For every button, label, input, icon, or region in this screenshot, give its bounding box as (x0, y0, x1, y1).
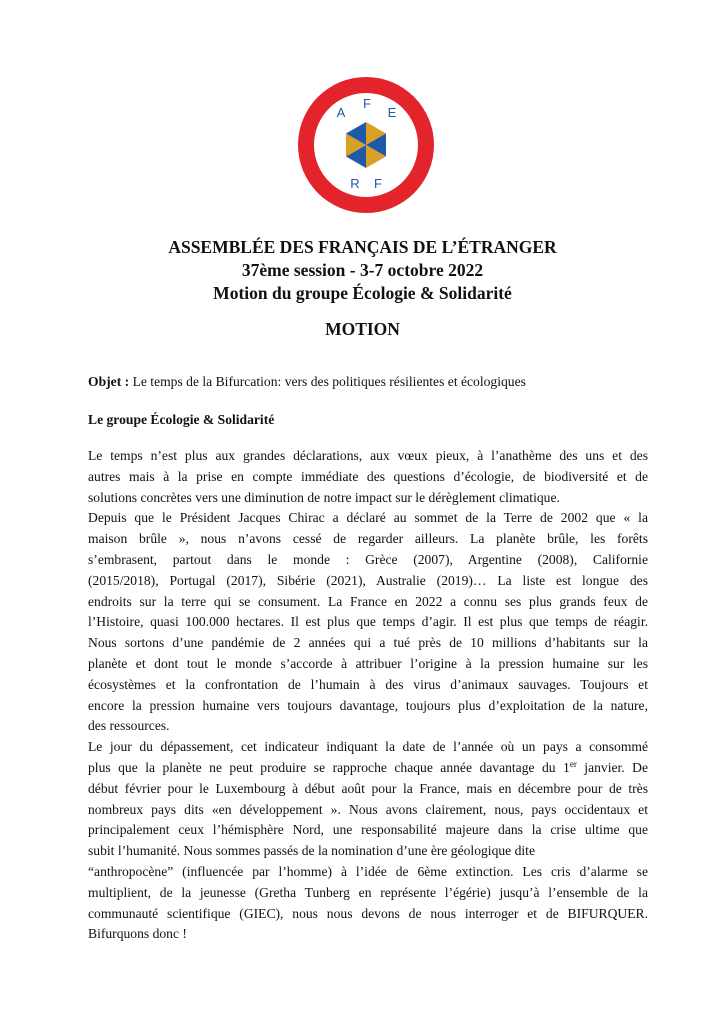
body-line: nombreux pays dits «en développement ». Nous avons clairement, nous, pays occidentaux et (88, 801, 648, 817)
body-line: encore la pression humaine vers toujours davantage, toujours plus d’exploitation de la nature, (88, 697, 648, 713)
motion-heading: MOTION (325, 319, 400, 339)
objet-label: Objet : (88, 374, 130, 389)
objet-line (88, 372, 668, 392)
body-line: Le jour du dépassement, cet indicateur indiquant la date de l’année où un pays a consommé (88, 739, 648, 755)
body-line: communauté scientifique (GIEC), nous nous devons de nous interroger et de BIFURQUER. (88, 905, 648, 921)
body-line: écosystèmes et la confrontation de l’humain à des virus d’animaux sauvages. Toujours et (88, 676, 648, 692)
assembly-title: ASSEMBLÉE DES FRANÇAIS DE L’ÉTRANGER (168, 237, 557, 257)
logo-letter-f: F (363, 96, 371, 111)
group-motion-subtitle: Motion du groupe Écologie & Solidarité (213, 283, 512, 303)
body-line: multiplient, de la jeunesse (Gretha Tunberg en représente l’égérie) jusqu’à l’ensemble de la (88, 884, 648, 900)
logo-letter-a: A (336, 105, 346, 120)
group-title: Le groupe Écologie & Solidarité (88, 412, 275, 427)
body-line: principalement ceux l’hémisphère Nord, une responsabilité majeure dans la crise ultime que (88, 822, 648, 838)
body-line: Bifurquons donc ! (88, 926, 187, 942)
body-line: début février pour le Luxembourg à début août pour la France, mais en décembre pour de très (88, 780, 648, 796)
objet-text: Le temps de la Bifurcation: vers des politiques résilientes et écologiques (132, 374, 526, 389)
body-line: l’Histoire, quasi 100.000 hectares. Il est plus que temps d’agir. Il est plus que temps de réagir. (88, 614, 648, 630)
body-line: solutions concrètes vers une diminution de notre impact sur le dérèglement climatique. (88, 489, 560, 505)
superscript-er: er (569, 758, 577, 769)
afe-emblem-icon (296, 75, 436, 215)
body-line: Nous sortons d’une pandémie de 2 années qui a tué près de 10 millions d’habitants sur la (88, 635, 648, 651)
body-line: Depuis que le Président Jacques Chirac a déclaré au sommet de la Terre de 2002 que « la (88, 510, 648, 526)
session-subtitle: 37ème session - 3-7 octobre 2022 (241, 260, 484, 280)
body-line: maison brûle », nous n’avons cessé de regarder ailleurs. La planète brûle, les forêts (88, 531, 648, 547)
body-line (88, 758, 648, 779)
body-line: s’embrasent, partout dans le monde : Grèce (2007), Argentine (2008), Californie (88, 551, 648, 567)
body-line: subit l’humanité. Nous sommes passés de la nomination d’une ère géologique dite (88, 843, 535, 859)
body-line: “anthropocène” (influencée par l’homme) à l’idée de 6ème extinction. Les cris d’alarme se (88, 863, 648, 879)
body-line: Le temps n’est plus aux grandes déclarations, aux vœux pieux, à l’anathème des uns et des (88, 448, 648, 463)
afe-logo (296, 75, 436, 215)
body-line: (2015/2018), Portugal (2017), Sibérie (2021), Australie (2019)… La liste est longue des (88, 572, 648, 588)
body-line: autres mais à la prise en compte immédiate des questions d’écologie, de biodiversité et de (88, 468, 648, 484)
body-line: planète et dont tout le monde s’accorde à attribuer l’origine à la pression humaine sur les (88, 655, 648, 671)
body-line: des ressources. (88, 718, 170, 734)
body-line: endroits sur la terre qui se consument. La France en 2022 a connu ses plus grands feux de (88, 593, 648, 609)
logo-letter-f2: F (374, 176, 382, 191)
logo-letter-r: R (350, 176, 360, 191)
body-line-part: plus que la planète ne peut produire se rapproche chaque année davantage du 1 (88, 759, 570, 775)
logo-letter-e: E (387, 105, 397, 120)
motion-body (88, 446, 648, 945)
body-line-part: janvier. De (576, 759, 648, 775)
